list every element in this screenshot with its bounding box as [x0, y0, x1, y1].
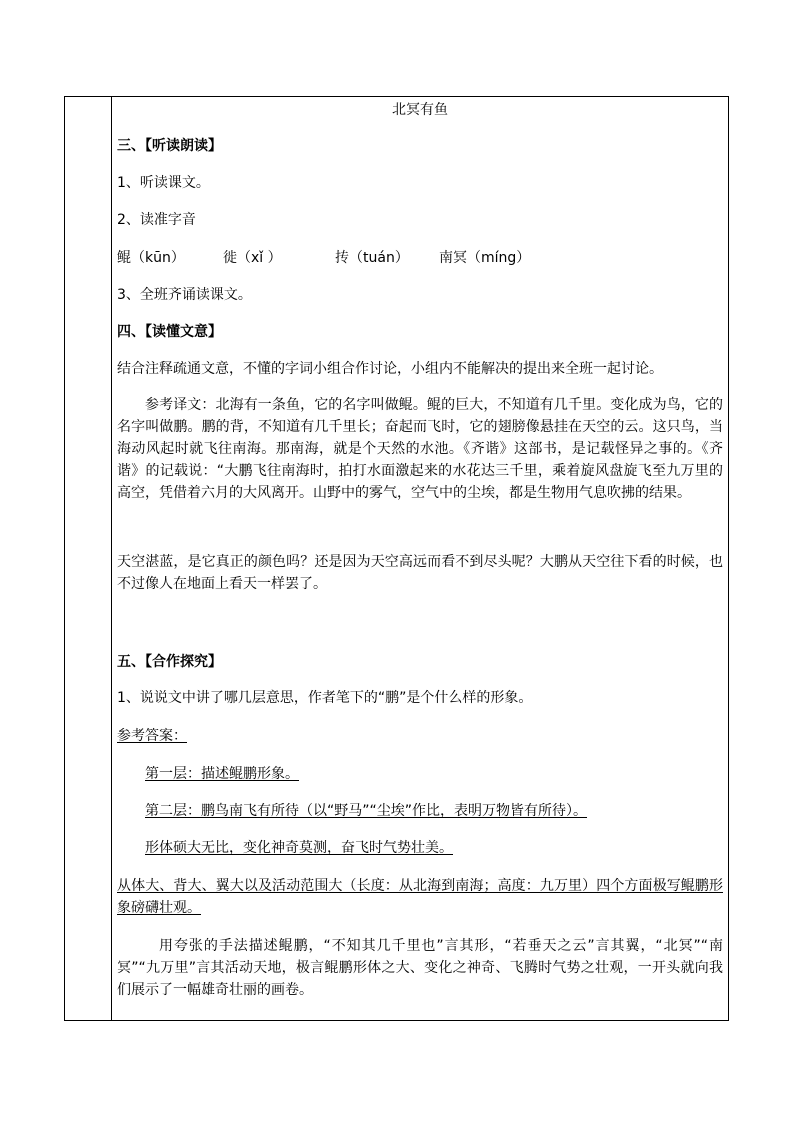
- section-3-item-1: 1、听读课文。: [117, 175, 210, 191]
- pinyin-row: [117, 248, 530, 269]
- section-5-heading: 五、【合作探究】: [117, 654, 222, 670]
- section-4-intro: 结合注释疏通文意，不懂的字词小组合作讨论，小组内不能解决的提出来全班一起讨论。: [117, 361, 663, 377]
- column-divider: [111, 96, 112, 1021]
- pinyin-tuan: 抟（tuán）: [335, 250, 409, 266]
- pinyin-ming: 南冥（míng）: [439, 250, 531, 266]
- reference-translation: 参考译文：北海有一条鱼，它的名字叫做鲲。鲲的巨大，不知道有几千里。变化成为鸟，它的名字叫做鹏。鹏的背，不知道有几千里长；奋起而飞时，它的翅膀像悬挂在天空的云。这只鸟，当海动风起时就飞往南海。那南海，就是个天然的水池。《齐谐》这部书，是记载怪异之事的。《齐谐》的记载说：“大鹏飞往南海时，拍打水面激起来的水花达三千里，乘着旋风盘旋飞至九万里的高空，凭借着六月的大风离开。山野中的雾气，空气中的尘埃，都是生物用气息吹拂的结果。: [117, 397, 723, 501]
- section-3-item-3: 3、全班齐诵读课文。: [117, 287, 252, 303]
- section-3-heading: 三、【听读朗读】: [117, 138, 222, 154]
- sky-paragraph: 天空湛蓝，是它真正的颜色吗？还是因为天空高远而看不到尽头呢？大鹏从天空往下看的时候，也不过像人在地面上看天一样罢了。: [117, 554, 723, 592]
- pinyin-kun: 鲲（kūn）: [117, 250, 185, 266]
- section-5-question-1: 1、说说文中讲了哪几层意思，作者笔下的“鹏”是个什么样的形象。: [117, 690, 533, 706]
- answer-layer-2: 第二层：鹏鸟南飞有所待（以“野马”“尘埃”作比，表明万物皆有所待）。: [145, 803, 588, 819]
- answer-label: 参考答案：: [117, 728, 187, 744]
- section-4-heading: 四、【读懂文意】: [117, 324, 222, 340]
- section-3-item-2: 2、读准字音: [117, 212, 196, 228]
- answer-image: 形体硕大无比，变化神奇莫测，奋飞时气势壮美。: [145, 840, 453, 856]
- pinyin-xi: 徙（xǐ ）: [223, 250, 282, 266]
- answer-scale: 从体大、背大、翼大以及活动范围大（长度：从北海到南海；高度：九万里）四个方面极写鲲鹏形象磅礴壮观。: [117, 878, 723, 916]
- answer-layer-1: 第一层：描述鲲鹏形象。: [145, 766, 299, 782]
- answer-summary: 用夸张的手法描述鲲鹏，“不知其几千里也”言其形，“若垂天之云”言其翼，“北冥”“南冥”“九万里”言其活动天地，极言鲲鹏形体之大、变化之神奇、飞腾时气势之壮观，一开头就向我们展示了一幅雄奇壮丽的画卷。: [117, 938, 723, 998]
- lesson-title: 北冥有鱼: [392, 102, 448, 118]
